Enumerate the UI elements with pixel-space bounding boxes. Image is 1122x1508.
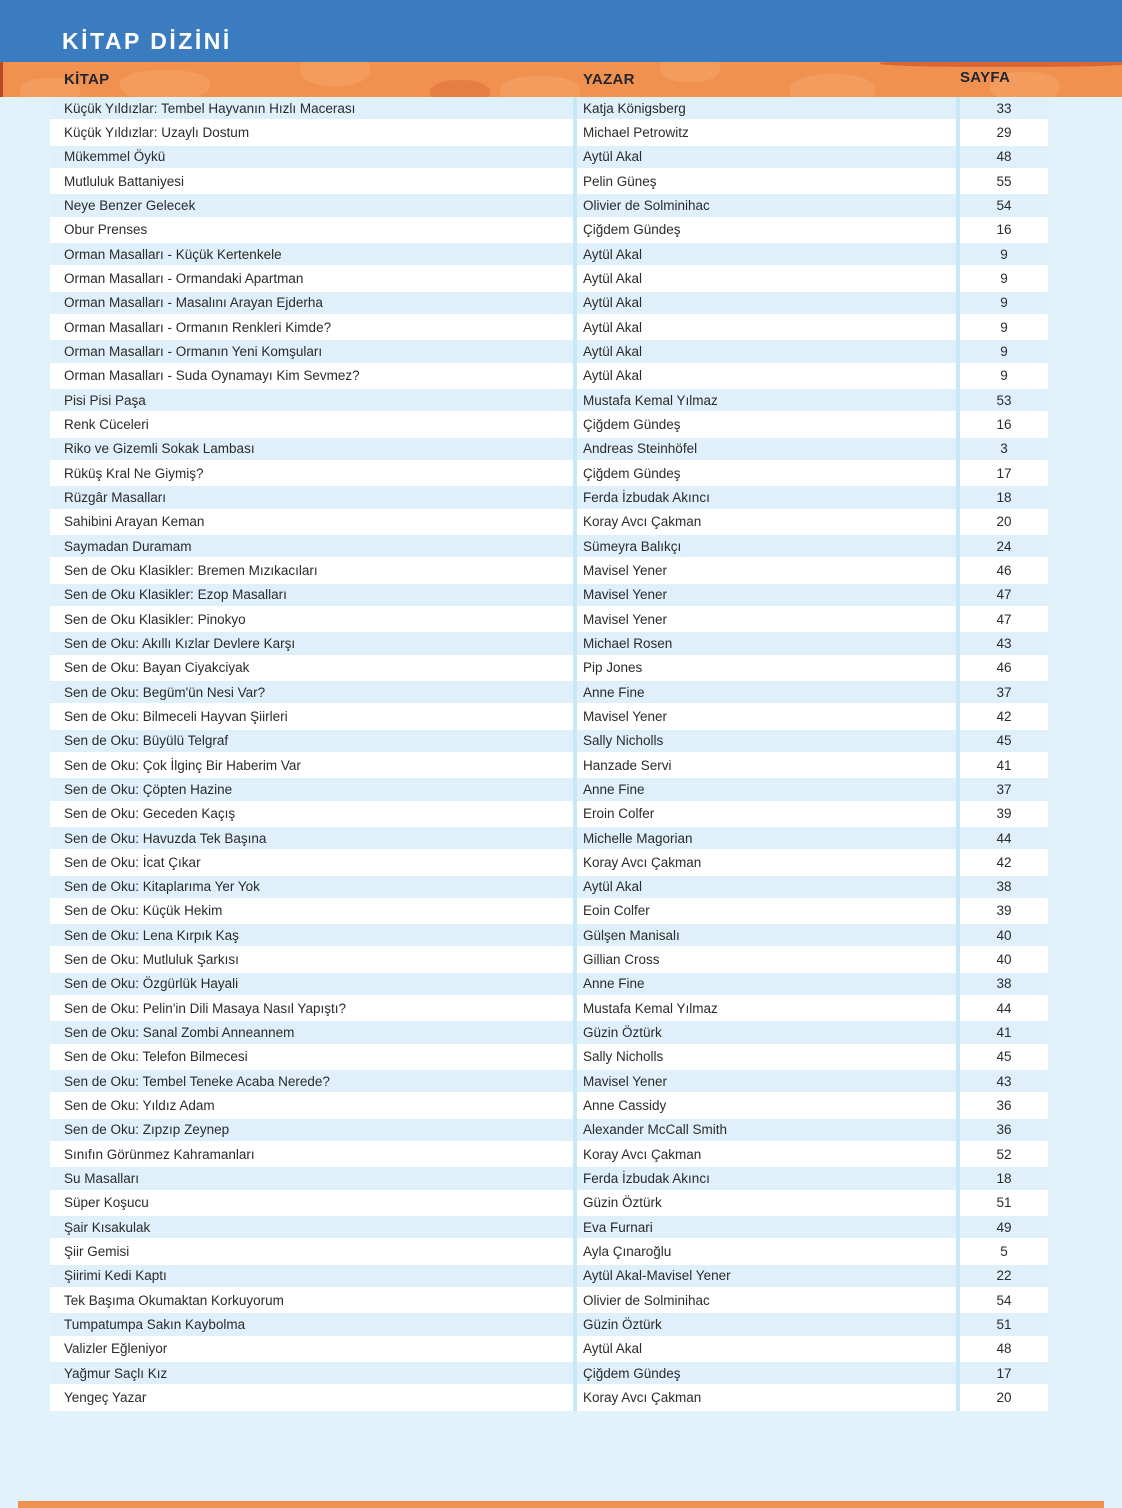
table-row [50, 97, 1048, 121]
table-row [50, 681, 1048, 705]
page-cell: 42 [960, 851, 1048, 873]
page-cell: 9 [960, 340, 1048, 362]
page-cell: 17 [960, 1362, 1048, 1384]
page-cell: 36 [960, 1094, 1048, 1116]
author-cell: Ferda İzbudak Akıncı [577, 1167, 956, 1189]
table-row [50, 1313, 1048, 1337]
table-row [50, 1362, 1048, 1386]
author-cell: Sally Nicholls [577, 1046, 956, 1068]
page-cell: 5 [960, 1240, 1048, 1262]
table-row [50, 608, 1048, 632]
author-cell: Pelin Güneş [577, 170, 956, 192]
author-cell: Aytül Akal [577, 340, 956, 362]
page-cell: 54 [960, 194, 1048, 216]
table-row [50, 803, 1048, 827]
table-row [50, 584, 1048, 608]
book-cell: Saymadan Duramam [50, 535, 573, 557]
table-row [50, 657, 1048, 681]
book-cell: Sen de Oku: Büyülü Telgraf [50, 730, 573, 752]
author-cell: Eva Furnari [577, 1216, 956, 1238]
book-cell: Sen de Oku: Küçük Hekim [50, 900, 573, 922]
table-row [50, 1192, 1048, 1216]
author-cell: Aytül Akal [577, 146, 956, 168]
table-row [50, 365, 1048, 389]
table-row [50, 1143, 1048, 1167]
page-cell: 9 [960, 243, 1048, 265]
author-cell: Aytül Akal [577, 267, 956, 289]
page-cell: 44 [960, 997, 1048, 1019]
author-cell: Michael Rosen [577, 632, 956, 654]
book-cell: Yengeç Yazar [50, 1386, 573, 1408]
author-cell: Aytül Akal [577, 316, 956, 338]
book-cell: Renk Cüceleri [50, 413, 573, 435]
book-cell: Sen de Oku: Zıpzıp Zeynep [50, 1119, 573, 1141]
table-row [50, 973, 1048, 997]
page-cell: 38 [960, 973, 1048, 995]
page-cell: 36 [960, 1119, 1048, 1141]
table-row [50, 413, 1048, 437]
table-row [50, 1240, 1048, 1264]
pattern-blob [790, 74, 875, 97]
page-cell: 48 [960, 1338, 1048, 1360]
author-cell: Pip Jones [577, 657, 956, 679]
page-cell: 16 [960, 413, 1048, 435]
book-cell: Küçük Yıldızlar: Tembel Hayvanın Hızlı Macerası [50, 97, 573, 119]
author-cell: Çiğdem Gündeş [577, 1362, 956, 1384]
author-cell: Güzin Öztürk [577, 1192, 956, 1214]
author-cell: Koray Avcı Çakman [577, 1386, 956, 1408]
book-cell: Rüzgâr Masalları [50, 486, 573, 508]
table-row [50, 267, 1048, 291]
table-row [50, 754, 1048, 778]
pattern-blob [430, 80, 490, 97]
book-cell: Yağmur Saçlı Kız [50, 1362, 573, 1384]
page-cell: 43 [960, 1070, 1048, 1092]
page-cell: 39 [960, 900, 1048, 922]
page-header [0, 0, 1122, 62]
page-cell: 46 [960, 559, 1048, 581]
page-cell: 42 [960, 705, 1048, 727]
table-row [50, 511, 1048, 535]
table-row [50, 1021, 1048, 1045]
book-cell: Obur Prenses [50, 219, 573, 241]
author-cell: Anne Cassidy [577, 1094, 956, 1116]
page-cell: 55 [960, 170, 1048, 192]
book-cell: Rüküş Kral Ne Giymiş? [50, 462, 573, 484]
table-row [50, 876, 1048, 900]
table-row [50, 632, 1048, 656]
book-cell: Sınıfın Görünmez Kahramanları [50, 1143, 573, 1165]
table-row [50, 316, 1048, 340]
pattern-blob [660, 62, 720, 82]
page-cell: 45 [960, 1046, 1048, 1068]
book-cell: Sen de Oku: İcat Çıkar [50, 851, 573, 873]
page-cell: 47 [960, 608, 1048, 630]
author-cell: Mavisel Yener [577, 608, 956, 630]
table-row [50, 900, 1048, 924]
author-cell: Eroin Colfer [577, 803, 956, 825]
column-header-sayfa: SAYFA [960, 69, 1011, 86]
table-row [50, 219, 1048, 243]
author-cell: Aytül Akal [577, 876, 956, 898]
table-row [50, 827, 1048, 851]
pattern-blob [0, 62, 3, 97]
page-cell: 20 [960, 511, 1048, 533]
author-cell: Çiğdem Gündeş [577, 462, 956, 484]
author-cell: Aytül Akal [577, 1338, 956, 1360]
author-cell: Katja Königsberg [577, 97, 956, 119]
page-cell: 47 [960, 584, 1048, 606]
author-cell: Güzin Öztürk [577, 1313, 956, 1335]
table-row [50, 194, 1048, 218]
book-cell: Sen de Oku: Sanal Zombi Anneannem [50, 1021, 573, 1043]
author-cell: Mavisel Yener [577, 1070, 956, 1092]
author-cell: Mustafa Kemal Yılmaz [577, 389, 956, 411]
book-cell: Sen de Oku: Akıllı Kızlar Devlere Karşı [50, 632, 573, 654]
author-cell: Sümeyra Balıkçı [577, 535, 956, 557]
author-cell: Alexander McCall Smith [577, 1119, 956, 1141]
author-cell: Gülşen Manisalı [577, 924, 956, 946]
author-cell: Aytül Akal [577, 365, 956, 387]
book-cell: Sen de Oku: Telefon Bilmecesi [50, 1046, 573, 1068]
book-cell: Orman Masalları - Ormanın Yeni Komşuları [50, 340, 573, 362]
table-row [50, 1216, 1048, 1240]
table-row [50, 924, 1048, 948]
pattern-blob [300, 62, 370, 86]
page-title: KİTAP DİZİNİ [62, 28, 232, 54]
book-cell: Sen de Oku: Lena Kırpık Kaş [50, 924, 573, 946]
book-cell: Orman Masalları - Ormanın Renkleri Kimde? [50, 316, 573, 338]
table-row [50, 535, 1048, 559]
column-divider [956, 97, 960, 1411]
book-cell: Neye Benzer Gelecek [50, 194, 573, 216]
page-cell: 37 [960, 681, 1048, 703]
table-row [50, 1167, 1048, 1191]
book-cell: Sen de Oku: Geceden Kaçış [50, 803, 573, 825]
page-cell: 38 [960, 876, 1048, 898]
page-cell: 17 [960, 462, 1048, 484]
book-cell: Orman Masalları - Masalını Arayan Ejderha [50, 292, 573, 314]
table-row [50, 462, 1048, 486]
table-row [50, 1386, 1048, 1410]
author-cell: Koray Avcı Çakman [577, 511, 956, 533]
page-cell: 39 [960, 803, 1048, 825]
page-cell: 48 [960, 146, 1048, 168]
table-row [50, 1094, 1048, 1118]
page-cell: 24 [960, 535, 1048, 557]
bottom-decorative-strip [18, 1501, 1104, 1508]
author-cell: Hanzade Servi [577, 754, 956, 776]
author-cell: Koray Avcı Çakman [577, 851, 956, 873]
page-cell: 9 [960, 292, 1048, 314]
pattern-blob [120, 70, 210, 97]
page-cell: 54 [960, 1289, 1048, 1311]
author-cell: Olivier de Solminihac [577, 1289, 956, 1311]
author-cell: Andreas Steinhöfel [577, 438, 956, 460]
author-cell: Sally Nicholls [577, 730, 956, 752]
table-row [50, 705, 1048, 729]
table-row [50, 292, 1048, 316]
table-row [50, 121, 1048, 145]
page-cell: 40 [960, 924, 1048, 946]
table-row [50, 389, 1048, 413]
page-cell: 9 [960, 267, 1048, 289]
table-row [50, 486, 1048, 510]
table-row [50, 146, 1048, 170]
table-row [50, 340, 1048, 364]
author-cell: Anne Fine [577, 973, 956, 995]
author-cell: Aytül Akal-Mavisel Yener [577, 1265, 956, 1287]
table-row [50, 997, 1048, 1021]
book-cell: Sen de Oku: Özgürlük Hayali [50, 973, 573, 995]
table-row [50, 1289, 1048, 1313]
author-cell: Çiğdem Gündeş [577, 219, 956, 241]
table-row [50, 1046, 1048, 1070]
table-body [50, 97, 1048, 1411]
table-row [50, 1070, 1048, 1094]
book-cell: Sen de Oku Klasikler: Ezop Masalları [50, 584, 573, 606]
author-cell: Gillian Cross [577, 948, 956, 970]
table-row [50, 778, 1048, 802]
book-cell: Sen de Oku: Pelin'in Dili Masaya Nasıl Yapıştı? [50, 997, 573, 1019]
page-cell: 46 [960, 657, 1048, 679]
book-cell: Riko ve Gizemli Sokak Lambası [50, 438, 573, 460]
author-cell: Çiğdem Gündeş [577, 413, 956, 435]
table-row [50, 559, 1048, 583]
author-cell: Michael Petrowitz [577, 121, 956, 143]
book-cell: Orman Masalları - Küçük Kertenkele [50, 243, 573, 265]
book-cell: Sen de Oku: Havuzda Tek Başına [50, 827, 573, 849]
page-cell: 43 [960, 632, 1048, 654]
book-cell: Sahibini Arayan Keman [50, 511, 573, 533]
author-cell: Anne Fine [577, 778, 956, 800]
book-cell: Mükemmel Öykü [50, 146, 573, 168]
book-cell: Sen de Oku: Çok İlginç Bir Haberim Var [50, 754, 573, 776]
book-cell: Sen de Oku: Bilmeceli Hayvan Şiirleri [50, 705, 573, 727]
book-cell: Sen de Oku: Tembel Teneke Acaba Nerede? [50, 1070, 573, 1092]
page-cell: 9 [960, 316, 1048, 338]
page-cell: 53 [960, 389, 1048, 411]
table-row [50, 1338, 1048, 1362]
author-cell: Mavisel Yener [577, 559, 956, 581]
page-cell: 41 [960, 1021, 1048, 1043]
book-cell: Şiirimi Kedi Kaptı [50, 1265, 573, 1287]
book-cell: Sen de Oku: Mutluluk Şarkısı [50, 948, 573, 970]
page-cell: 16 [960, 219, 1048, 241]
book-cell: Süper Koşucu [50, 1192, 573, 1214]
author-cell: Eoin Colfer [577, 900, 956, 922]
table-row [50, 1119, 1048, 1143]
author-cell: Anne Fine [577, 681, 956, 703]
author-cell: Koray Avcı Çakman [577, 1143, 956, 1165]
page-cell: 52 [960, 1143, 1048, 1165]
table-row [50, 1265, 1048, 1289]
book-cell: Küçük Yıldızlar: Uzaylı Dostum [50, 121, 573, 143]
page-cell: 3 [960, 438, 1048, 460]
book-cell: Tumpatumpa Sakın Kaybolma [50, 1313, 573, 1335]
table-row [50, 170, 1048, 194]
column-header-yazar: YAZAR [583, 71, 635, 88]
page-cell: 18 [960, 1167, 1048, 1189]
author-cell: Aytül Akal [577, 292, 956, 314]
book-cell: Orman Masalları - Ormandaki Apartman [50, 267, 573, 289]
page-cell: 33 [960, 97, 1048, 119]
book-cell: Tek Başıma Okumaktan Korkuyorum [50, 1289, 573, 1311]
book-cell: Sen de Oku: Kitaplarıma Yer Yok [50, 876, 573, 898]
page-cell: 40 [960, 948, 1048, 970]
author-cell: Mavisel Yener [577, 584, 956, 606]
book-cell: Su Masalları [50, 1167, 573, 1189]
author-cell: Ferda İzbudak Akıncı [577, 486, 956, 508]
author-cell: Aytül Akal [577, 243, 956, 265]
table-row [50, 948, 1048, 972]
page-cell: 18 [960, 486, 1048, 508]
book-cell: Orman Masalları - Suda Oynamayı Kim Sevmez? [50, 365, 573, 387]
page-cell: 29 [960, 121, 1048, 143]
book-cell: Şair Kısakulak [50, 1216, 573, 1238]
book-cell: Sen de Oku: Yıldız Adam [50, 1094, 573, 1116]
book-cell: Sen de Oku: Çöpten Hazine [50, 778, 573, 800]
page-cell: 41 [960, 754, 1048, 776]
pattern-blob [500, 76, 580, 97]
table-header-bar [0, 62, 1122, 97]
author-cell: Mustafa Kemal Yılmaz [577, 997, 956, 1019]
page-cell: 44 [960, 827, 1048, 849]
author-cell: Ayla Çınaroğlu [577, 1240, 956, 1262]
page-cell: 51 [960, 1192, 1048, 1214]
author-cell: Mavisel Yener [577, 705, 956, 727]
page-cell: 20 [960, 1386, 1048, 1408]
table-row [50, 851, 1048, 875]
author-cell: Michelle Magorian [577, 827, 956, 849]
table-row [50, 438, 1048, 462]
book-cell: Sen de Oku Klasikler: Pinokyo [50, 608, 573, 630]
column-header-kitap: KİTAP [64, 71, 110, 88]
page-cell: 22 [960, 1265, 1048, 1287]
page-cell: 37 [960, 778, 1048, 800]
book-cell: Pisi Pisi Paşa [50, 389, 573, 411]
book-cell: Sen de Oku: Bayan Ciyakciyak [50, 657, 573, 679]
author-cell: Güzin Öztürk [577, 1021, 956, 1043]
page-cell: 45 [960, 730, 1048, 752]
table-row [50, 243, 1048, 267]
table-row [50, 730, 1048, 754]
page-cell: 9 [960, 365, 1048, 387]
book-cell: Mutluluk Battaniyesi [50, 170, 573, 192]
book-cell: Şiir Gemisi [50, 1240, 573, 1262]
column-divider [573, 97, 577, 1411]
book-cell: Sen de Oku: Begüm'ün Nesi Var? [50, 681, 573, 703]
book-cell: Sen de Oku Klasikler: Bremen Mızıkacıları [50, 559, 573, 581]
page-cell: 49 [960, 1216, 1048, 1238]
author-cell: Olivier de Solminihac [577, 194, 956, 216]
book-cell: Valizler Eğleniyor [50, 1338, 573, 1360]
page-cell: 51 [960, 1313, 1048, 1335]
